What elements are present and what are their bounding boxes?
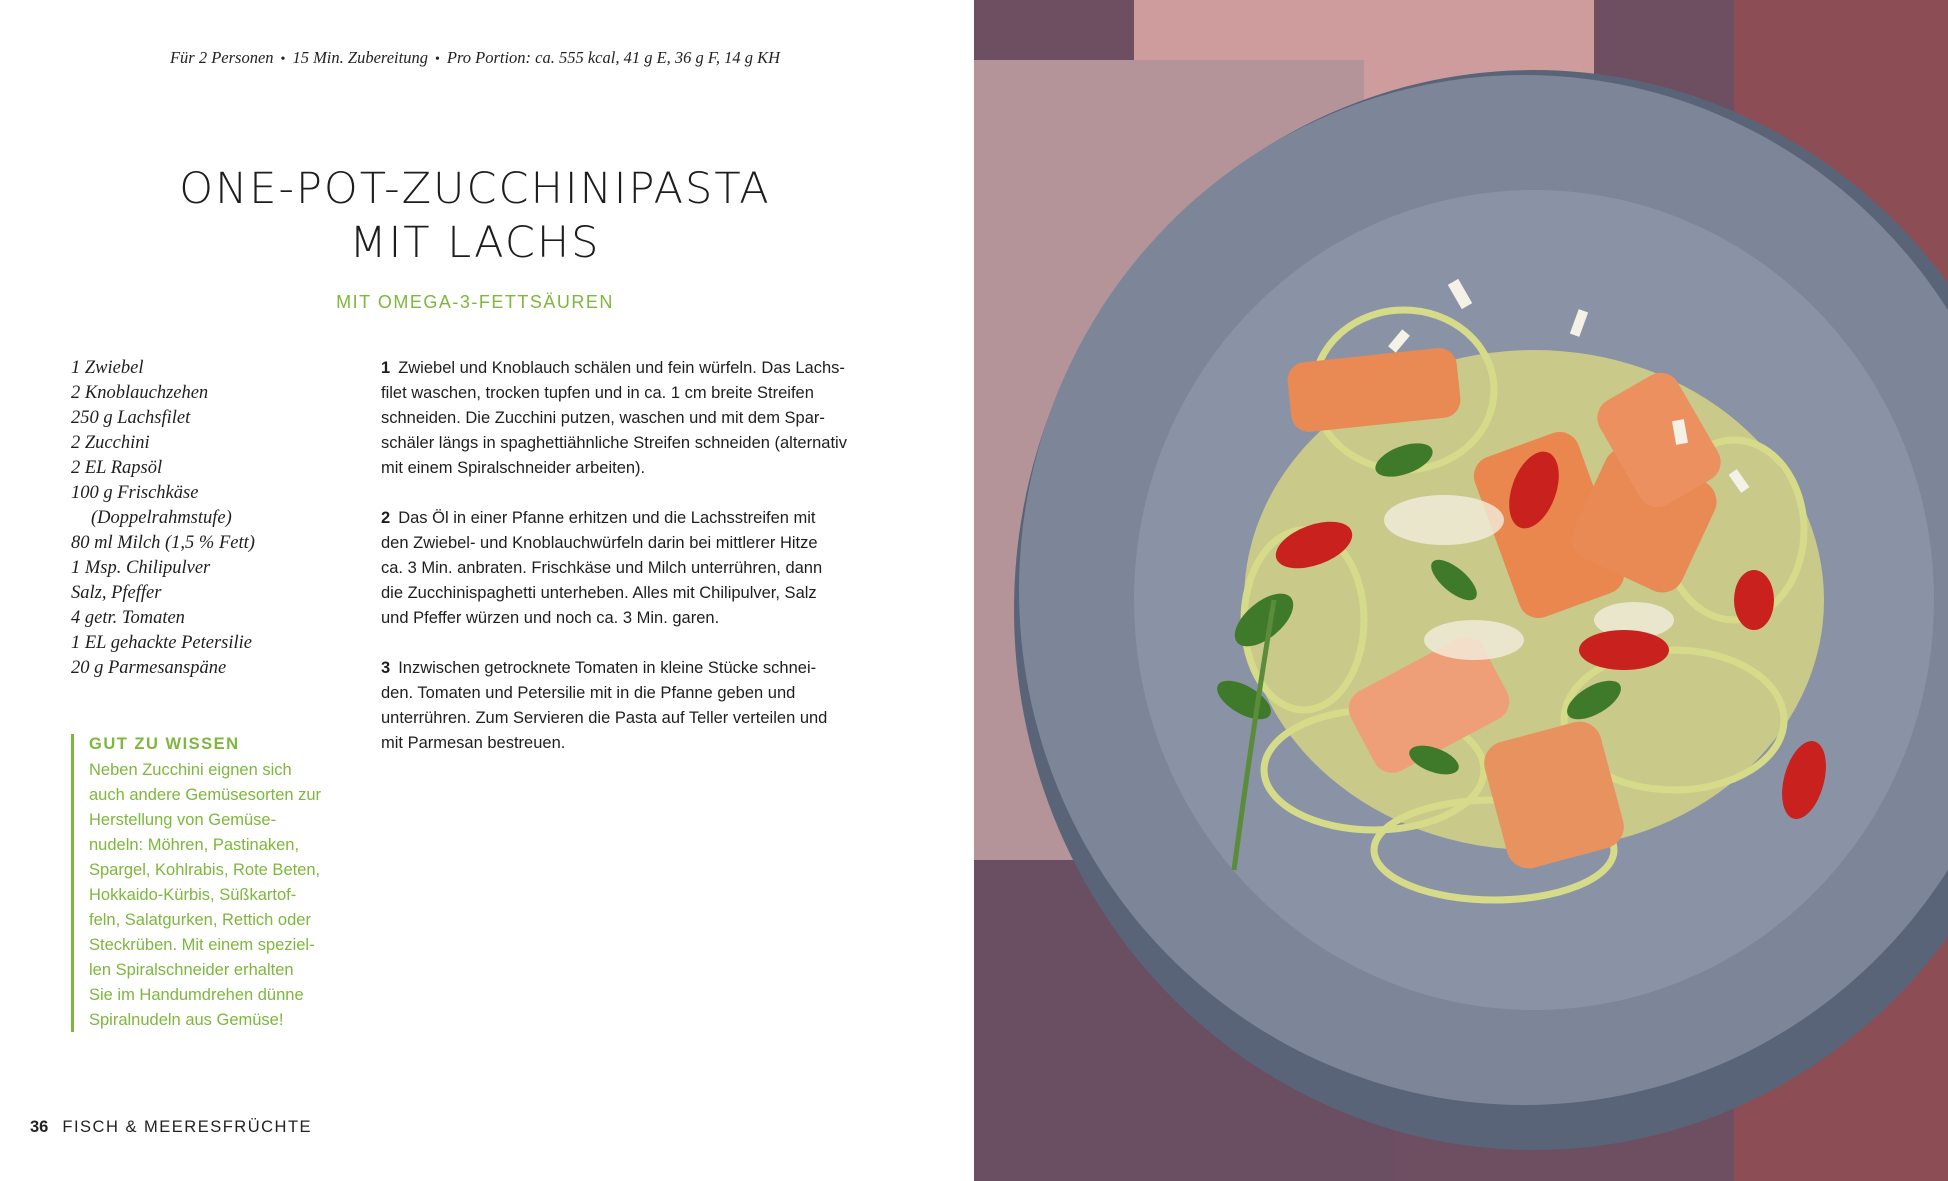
ingredient-item: 1 Msp. Chilipulver [71,558,211,578]
tip-text-line: Herstellung von Gemüse- [89,811,277,829]
step-1 [381,356,921,481]
ingredient-item: 4 getr. Tomaten [71,608,185,628]
ingredient-item: 1 Zwiebel [71,358,144,378]
title-line-2: MIT LACHS [349,218,601,268]
step-text-line: mit einem Spiralschneider arbeiten). [381,459,646,477]
preparation-steps [381,356,921,781]
ingredient-item: 80 ml Milch (1,5 % Fett) [71,533,255,553]
step-text-line: Inzwischen getrocknete Tomaten in kleine Stücke schnei- [398,659,817,677]
tip-text-line: nudeln: Möhren, Pastinaken, [89,836,300,854]
servings-text: Für 2 Personen [169,48,274,67]
tip-text-line: Hokkaido-Kürbis, Süßkartof- [89,886,297,904]
page-footer [30,1118,312,1137]
recipe-meta [0,48,950,68]
tip-text-line: Spargel, Kohlrabis, Rote Beten, [89,861,321,879]
step-number: 2 [381,509,391,527]
recipe-title [0,162,950,270]
step-text-line: schäler längs in spaghettiähnliche Streifen schneiden (alternativ [381,434,847,452]
ingredient-item: 20 g Parmesanspäne [71,658,227,678]
step-text-line: den Zwiebel- und Knoblauchwürfeln darin bei mittlerer Hitze [381,534,818,552]
step-text-line: ca. 3 Min. anbraten. Frischkäse und Milch unterrühren, dann [381,559,823,577]
tip-text-line: Steckrüben. Mit einem speziel- [89,936,315,954]
bullet-separator-icon: • [434,52,440,67]
ingredient-list [71,356,341,681]
dish-photo-illustration [974,0,1948,1181]
ingredient-item: Salz, Pfeffer [71,583,162,603]
step-text-line: schneiden. Die Zucchini putzen, waschen und mit dem Spar- [381,409,825,427]
section-name: FISCH & MEERESFRÜCHTE [62,1118,313,1136]
tip-text [89,758,346,1033]
step-text-line: den. Tomaten und Petersilie mit in die Pfanne geben und [381,684,796,702]
ingredient-item: 2 EL Rapsöl [71,458,163,478]
tip-text-line: auch andere Gemüsesorten zur [89,786,322,804]
tip-text-line: Neben Zucchini eignen sich [89,761,292,779]
step-number: 1 [381,359,391,377]
tip-title: GUT ZU WISSEN [89,735,240,753]
step-text-line: Zwiebel und Knoblauch schälen und fein würfeln. Das Lachs- [398,359,845,377]
page-number: 36 [30,1118,49,1136]
tip-text-line: len Spiralschneider erhalten [89,961,294,979]
step-text-line: und Pfeffer würzen und noch ca. 3 Min. garen. [381,609,720,627]
ingredient-item: 250 g Lachsfilet [71,408,191,428]
step-2 [381,506,921,631]
tip-box [71,734,346,1032]
tip-text-line: Spiralnudeln aus Gemüse! [89,1011,284,1029]
ingredient-item: 2 Zucchini [71,433,150,453]
dish-photo [974,0,1948,1181]
bullet-separator-icon: • [280,52,286,67]
tip-text-line: Sie im Handumdrehen dünne [89,986,304,1004]
ingredient-item: 1 EL gehackte Petersilie [71,633,253,653]
title-line-1: ONE-POT-ZUCCHINIPASTA [179,164,771,214]
prep-time-text: 15 Min. Zubereitung [292,48,428,67]
step-text-line: unterrühren. Zum Servieren die Pasta auf Teller verteilen und [381,709,828,727]
step-text-line: mit Parmesan bestreuen. [381,734,566,752]
recipe-subtitle: MIT OMEGA-3-FETTSÄUREN [336,292,614,312]
step-number: 3 [381,659,391,677]
ingredient-item: (Doppelrahmstufe) [91,508,232,528]
ingredient-item: 100 g Frischkäse [71,483,199,503]
tip-text-line: feln, Salatgurken, Rettich oder [89,911,311,929]
step-text-line: filet waschen, trocken tupfen und in ca. 1 cm breite Streifen [381,384,814,402]
step-text-line: die Zucchinispaghetti unterheben. Alles mit Chilipulver, Salz [381,584,817,602]
ingredient-item: 2 Knoblauchzehen [71,383,209,403]
nutrition-text: Pro Portion: ca. 555 kcal, 41 g E, 36 g F, 14 g KH [446,48,781,67]
step-3 [381,656,921,756]
step-text-line: Das Öl in einer Pfanne erhitzen und die Lachsstreifen mit [398,509,816,527]
